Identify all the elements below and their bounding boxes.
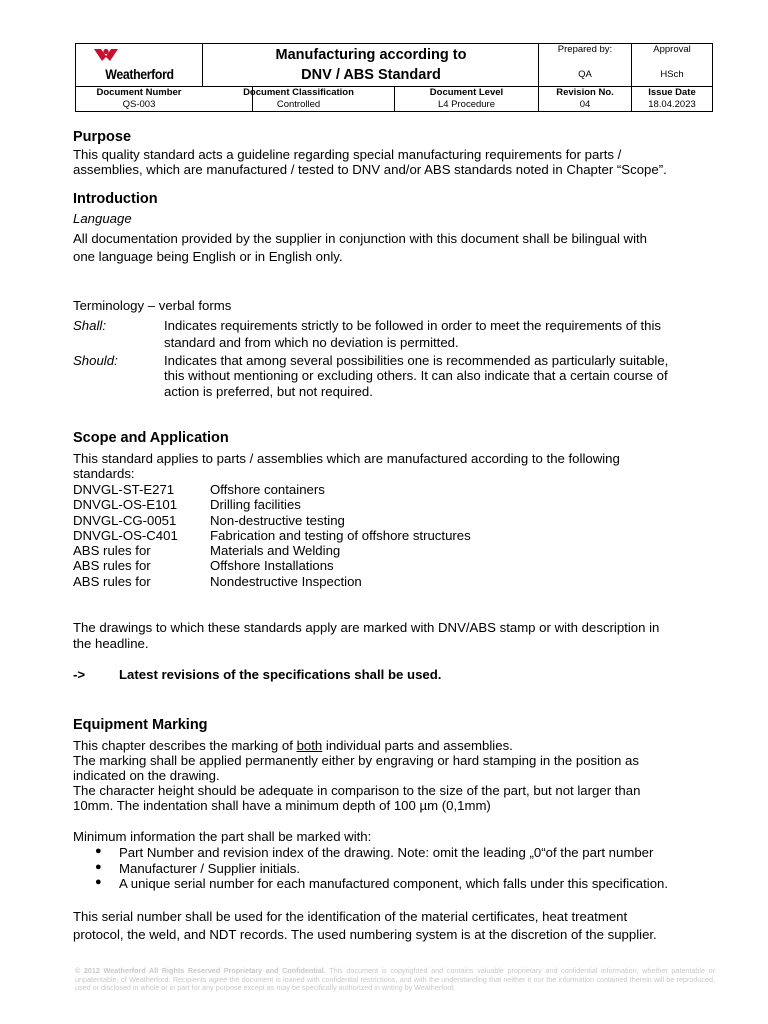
scope-line: standards: bbox=[73, 466, 135, 481]
standard-description: Nondestructive Inspection bbox=[210, 574, 362, 589]
purpose-line: assemblies, which are manufactured / tested to DNV and/or ABS standards noted in Chapter “Scope”. bbox=[73, 162, 667, 177]
weatherford-logo-icon bbox=[92, 47, 120, 65]
language-subheading: Language bbox=[73, 211, 132, 226]
prepared-by-label: Prepared by: bbox=[557, 44, 613, 55]
standard-code: ABS rules for bbox=[73, 543, 151, 558]
marking-intro bbox=[73, 738, 513, 754]
revision-value: 04 bbox=[579, 99, 591, 110]
serial-number-line: protocol, the weld, and NDT records. The used numbering system is at the discretion of the supplier. bbox=[73, 927, 657, 942]
marking-intro-text: individual parts and assemblies. bbox=[322, 738, 513, 753]
company-logo bbox=[76, 44, 203, 86]
footer-text: This document is copyrighted and contains valuable proprietary and confidential information, whether patentable or unpatentable, of Weatherford. Recipients agree the document is loaned with confidential restrictions, and with the understanding that neither it nor the information contained therein will be reproduced, used or disclosed in whole or in part for any purpose except as may be specifically authorized in writing by Weatherford. bbox=[75, 966, 716, 993]
bullet-icon: ● bbox=[95, 876, 102, 888]
should-definition: Indicates that among several possibilities one is recommended as particularly suitable, bbox=[164, 353, 669, 368]
prepared-by-value: QA bbox=[578, 69, 592, 80]
marking-heading: Equipment Marking bbox=[73, 717, 208, 733]
language-line: All documentation provided by the supplier in conjunction with this document shall be bilingual with bbox=[73, 231, 647, 246]
standard-code: ABS rules for bbox=[73, 574, 151, 589]
shall-term: Shall: bbox=[73, 318, 106, 333]
issue-date-label: Issue Date bbox=[648, 87, 696, 98]
approval-label: Approval bbox=[653, 44, 691, 55]
should-definition: this without mentioning or excluding others. It can also indicate that a certain course of bbox=[164, 368, 668, 383]
standard-description: Materials and Welding bbox=[210, 543, 341, 558]
drawings-line: the headline. bbox=[73, 636, 149, 651]
standard-code: ABS rules for bbox=[73, 558, 151, 573]
doc-number-value: QS-003 bbox=[122, 99, 156, 110]
serial-number-line: This serial number shall be used for the identification of the material certificates, heat treatment bbox=[73, 909, 628, 924]
confidentiality-footer bbox=[75, 967, 715, 993]
level-value: L4 Procedure bbox=[437, 99, 496, 110]
should-definition: action is preferred, but not required. bbox=[164, 384, 373, 399]
standard-code: DNVGL-ST-E271 bbox=[73, 482, 175, 497]
standard-description: Fabrication and testing of offshore structures bbox=[210, 528, 471, 543]
scope-heading: Scope and Application bbox=[73, 430, 229, 446]
list-item: Part Number and revision index of the drawing. Note: omit the leading „0“of the part number bbox=[119, 845, 654, 860]
marking-intro-text: This chapter describes the marking of bbox=[73, 738, 297, 753]
classification-label: Document Classification bbox=[243, 87, 354, 98]
introduction-heading: Introduction bbox=[73, 191, 158, 207]
title-line-1: Manufacturing according to bbox=[275, 47, 467, 63]
standard-code: DNVGL-OS-C401 bbox=[73, 528, 178, 543]
bullet-icon: ● bbox=[95, 845, 102, 857]
document-title bbox=[203, 44, 539, 87]
standard-description: Drilling facilities bbox=[210, 497, 301, 512]
company-name: Weatherford bbox=[105, 66, 174, 82]
terminology-label: Terminology – verbal forms bbox=[73, 298, 232, 313]
standard-description: Non-destructive testing bbox=[210, 513, 345, 528]
revision-label: Revision No. bbox=[556, 87, 614, 98]
standard-code: DNVGL-CG-0051 bbox=[73, 513, 177, 528]
minimum-info-label: Minimum information the part shall be marked with: bbox=[73, 829, 372, 844]
marking-line: indicated on the drawing. bbox=[73, 768, 220, 783]
standard-description: Offshore containers bbox=[210, 482, 325, 497]
doc-number-label: Document Number bbox=[96, 87, 182, 98]
shall-definition: standard and from which no deviation is permitted. bbox=[164, 335, 459, 350]
approval-value: HSch bbox=[660, 69, 684, 80]
footer-copyright: © 2012 Weatherford All Rights Reserved Proprietary and Confidential. bbox=[75, 966, 326, 975]
latest-revisions-note: Latest revisions of the specifications shall be used. bbox=[119, 667, 442, 682]
language-line: one language being English or in English only. bbox=[73, 249, 343, 264]
shall-definition: Indicates requirements strictly to be followed in order to meet the requirements of this bbox=[164, 318, 661, 333]
marking-line: The marking shall be applied permanently either by engraving or hard stamping in the position as bbox=[73, 753, 639, 768]
purpose-heading: Purpose bbox=[73, 129, 132, 145]
list-item: Manufacturer / Supplier initials. bbox=[119, 861, 301, 876]
arrow-marker: -> bbox=[73, 667, 86, 682]
purpose-line: This quality standard acts a guideline regarding special manufacturing requirements for parts / bbox=[73, 147, 622, 162]
issue-date-value: 18.04.2023 bbox=[648, 99, 696, 110]
drawings-line: The drawings to which these standards apply are marked with DNV/ABS stamp or with description in bbox=[73, 620, 660, 635]
level-label: Document Level bbox=[429, 87, 504, 98]
bullet-icon: ● bbox=[95, 861, 102, 873]
scope-line: This standard applies to parts / assemblies which are manufactured according to the following bbox=[73, 451, 620, 466]
standard-code: DNVGL-OS-E101 bbox=[73, 497, 178, 512]
classification-value: Controlled bbox=[276, 99, 321, 110]
list-item: A unique serial number for each manufactured component, which falls under this specification. bbox=[119, 876, 669, 891]
standard-description: Offshore Installations bbox=[210, 558, 334, 573]
marking-line: 10mm. The indentation shall have a minimum depth of 100 µm (0,1mm) bbox=[73, 798, 491, 813]
title-line-2: DNV / ABS Standard bbox=[301, 67, 441, 83]
document-header-table bbox=[75, 43, 713, 112]
marking-intro-emphasis: both bbox=[296, 738, 323, 753]
marking-line: The character height should be adequate in comparison to the size of the part, but not larger than bbox=[73, 783, 641, 798]
should-term: Should: bbox=[73, 353, 118, 368]
